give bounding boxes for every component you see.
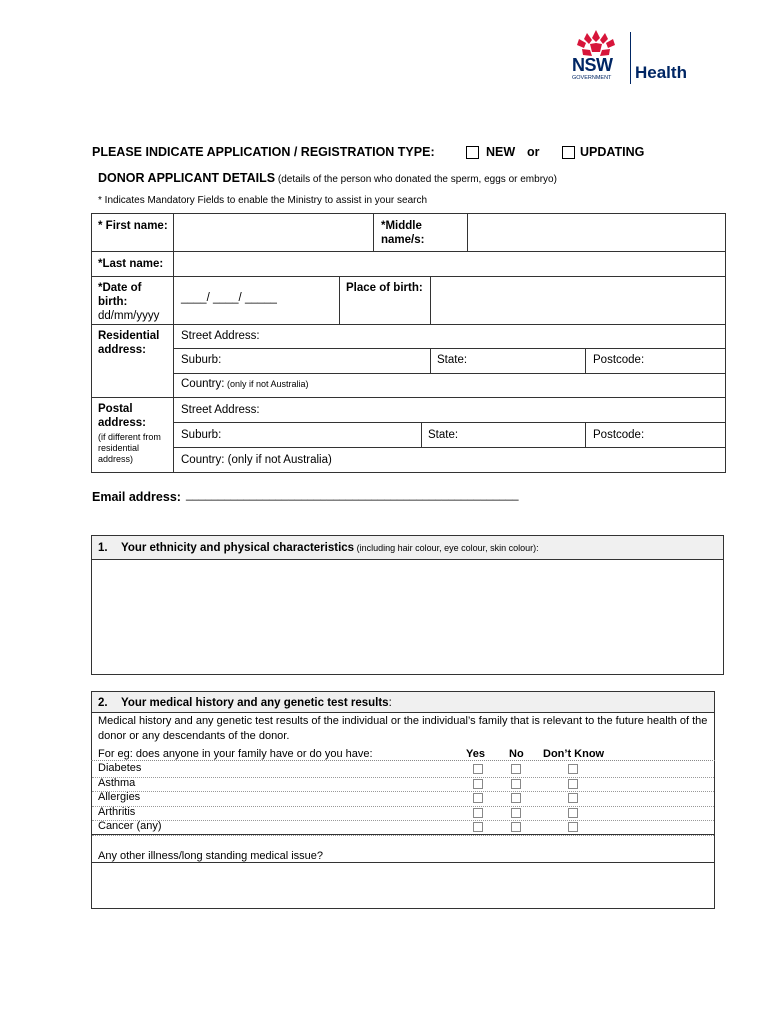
section2-colon: : <box>388 697 392 709</box>
condition-row <box>92 762 714 778</box>
condition-no-checkbox[interactable] <box>511 822 521 832</box>
section1-number: 1. <box>98 542 108 554</box>
mandatory-note: * Indicates Mandatory Fields to enable the Ministry to assist in your search <box>98 195 428 206</box>
logo-nsw: NSW <box>572 55 613 75</box>
condition-row <box>92 777 714 793</box>
condition-yes-checkbox[interactable] <box>473 793 483 803</box>
dob-field[interactable]: ____/ ____/ _____ <box>181 292 277 304</box>
donor-details-title: DONOR APPLICANT DETAILS <box>98 171 276 185</box>
condition-label: Asthma <box>98 776 136 789</box>
other-illness-field[interactable] <box>92 863 714 908</box>
postal-country-label[interactable]: Country: (only if not Australia) <box>181 454 332 466</box>
last-name-label: *Last name: <box>98 258 164 270</box>
column-dont-know: Don’t Know <box>543 748 605 760</box>
new-label: NEW <box>486 145 516 159</box>
section1-heading <box>121 542 539 554</box>
condition-no-checkbox[interactable] <box>511 793 521 803</box>
middle-name-label-line2: name/s: <box>381 234 425 246</box>
column-yes: Yes <box>466 748 485 760</box>
postal-postcode-label[interactable]: Postcode: <box>593 429 645 441</box>
other-illness-label: Any other illness/long standing medical issue? <box>98 850 324 862</box>
condition-yes-checkbox[interactable] <box>473 779 483 789</box>
donor-details-heading <box>98 171 557 185</box>
postal-address-label-line1: Postal <box>98 403 133 415</box>
updating-label: UPDATING <box>580 145 645 159</box>
section2-desc-line1: Medical history and any genetic test results of the individual or the individual’s family that is relevant to the future health of the <box>98 715 708 727</box>
section2-desc-line2: donor or any descendants of the donor. <box>98 730 290 742</box>
section2-question: For eg: does anyone in your family have or do you have: <box>98 748 373 760</box>
email-label: Email address: <box>92 490 181 504</box>
condition-row <box>92 806 714 822</box>
section2-number: 2. <box>98 697 108 709</box>
place-of-birth-label: Place of birth: <box>346 282 423 294</box>
postal-note-line2: residential <box>98 443 140 453</box>
donor-details-subtitle: (details of the person who donated the sperm, eggs or embryo) <box>275 174 557 185</box>
residential-country-text: Country: <box>181 378 225 390</box>
residential-state-label[interactable]: State: <box>437 354 468 366</box>
logo-divider <box>630 32 631 84</box>
postal-street-label[interactable]: Street Address: <box>181 404 260 416</box>
postal-note-line1: (if different from <box>98 432 161 442</box>
updating-checkbox[interactable] <box>562 146 575 159</box>
section1-title: Your ethnicity and physical characteristics <box>121 542 355 554</box>
condition-yes-checkbox[interactable] <box>473 764 483 774</box>
residential-street-label[interactable]: Street Address: <box>181 330 260 342</box>
or-label: or <box>527 145 540 159</box>
email-field[interactable]: ____________________________________________________ <box>186 489 519 501</box>
dob-format: dd/mm/yyyy <box>98 310 160 322</box>
residential-address-label-line1: Residential <box>98 330 160 342</box>
postal-note-line3: address) <box>98 454 134 464</box>
condition-dont-know-checkbox[interactable] <box>568 822 578 832</box>
condition-dont-know-checkbox[interactable] <box>568 779 578 789</box>
ethnicity-field[interactable] <box>92 560 723 674</box>
condition-label: Diabetes <box>98 762 142 774</box>
residential-country-label[interactable] <box>181 378 309 390</box>
postal-state-label[interactable]: State: <box>428 429 459 441</box>
place-of-birth-field[interactable] <box>431 277 725 324</box>
condition-label: Arthritis <box>98 805 136 818</box>
condition-no-checkbox[interactable] <box>511 764 521 774</box>
first-name-label: * First name: <box>98 220 168 232</box>
dob-label-line1: *Date of <box>98 282 142 294</box>
condition-dont-know-checkbox[interactable] <box>568 793 578 803</box>
dob-label-line2: birth: <box>98 296 128 308</box>
condition-label: Allergies <box>98 791 141 804</box>
condition-no-checkbox[interactable] <box>511 808 521 818</box>
condition-dont-know-checkbox[interactable] <box>568 764 578 774</box>
nsw-health-logo <box>570 28 700 86</box>
section2-heading <box>121 697 392 709</box>
residential-address-label-line2: address: <box>98 344 146 356</box>
postal-suburb-label[interactable]: Suburb: <box>181 429 222 441</box>
residential-postcode-label[interactable]: Postcode: <box>593 354 645 366</box>
middle-name-field[interactable] <box>468 214 725 251</box>
logo-government: GOVERNMENT <box>572 75 612 81</box>
logo-health: Health <box>635 63 687 82</box>
condition-no-checkbox[interactable] <box>511 779 521 789</box>
waratah-flower-icon <box>570 28 622 58</box>
postal-address-label-line2: address: <box>98 417 146 429</box>
new-checkbox[interactable] <box>466 146 479 159</box>
section1-note: (including hair colour, eye colour, skin colour): <box>354 543 539 553</box>
condition-row <box>92 791 714 807</box>
residential-country-note: (only if not Australia) <box>224 379 309 389</box>
condition-yes-checkbox[interactable] <box>473 822 483 832</box>
application-type-label: PLEASE INDICATE APPLICATION / REGISTRATION TYPE: <box>92 145 435 159</box>
condition-dont-know-checkbox[interactable] <box>568 808 578 818</box>
residential-suburb-label[interactable]: Suburb: <box>181 354 222 366</box>
last-name-field[interactable] <box>174 252 725 276</box>
middle-name-label-line1: *Middle <box>381 220 422 232</box>
first-name-field[interactable] <box>174 214 372 251</box>
condition-label: Cancer (any) <box>98 820 162 833</box>
section2-title: Your medical history and any genetic test results <box>121 697 389 709</box>
column-no: No <box>509 748 524 760</box>
condition-yes-checkbox[interactable] <box>473 808 483 818</box>
